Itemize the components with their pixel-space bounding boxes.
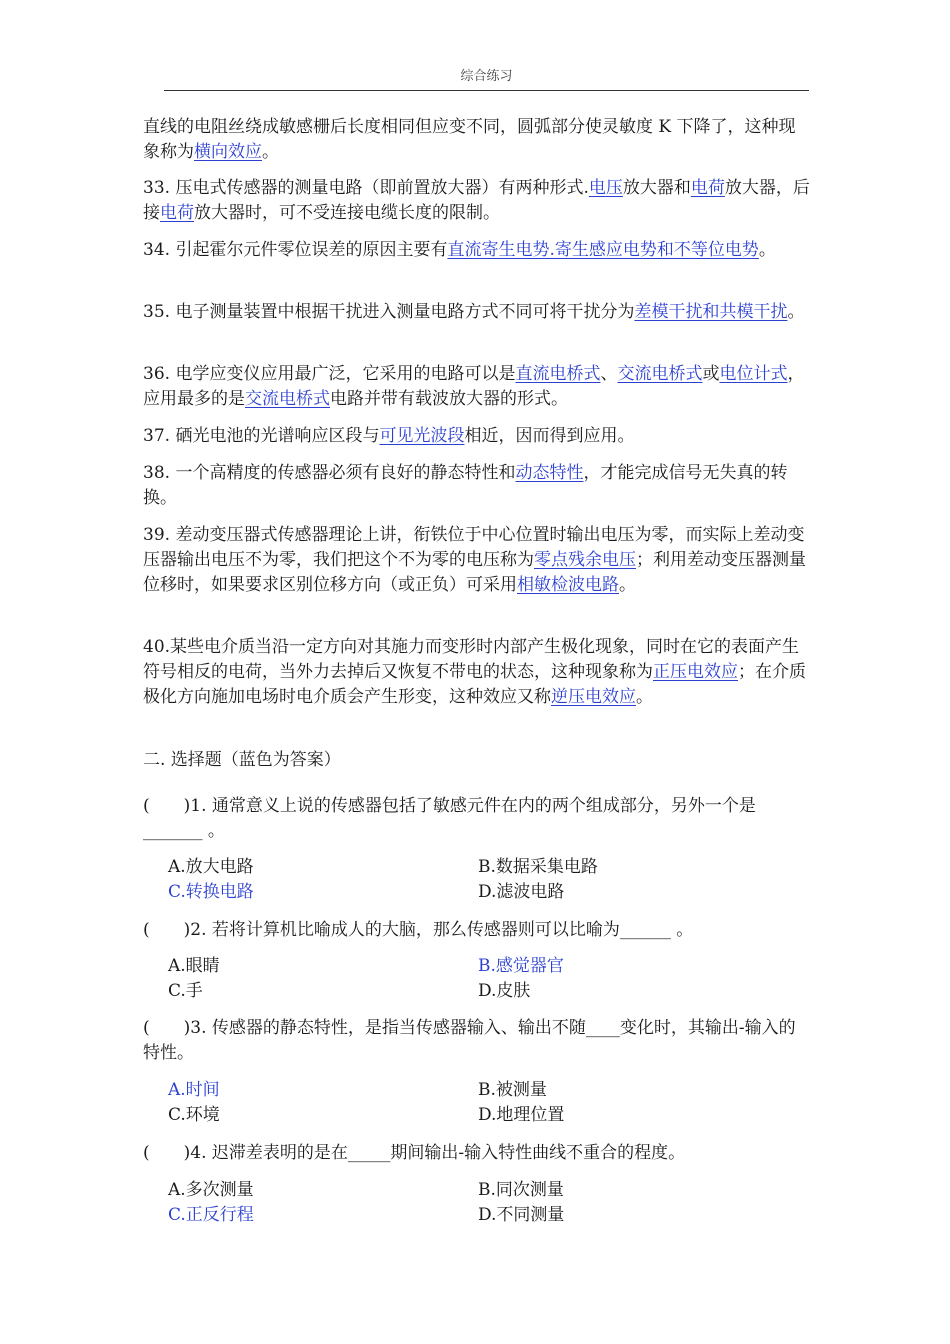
q2-option-b: B.感觉器官: [478, 956, 564, 976]
fill-item-36: [143, 362, 811, 412]
item-text: 。: [758, 240, 776, 260]
item-text: 电路并带有载波放大器的形式。: [330, 389, 568, 409]
item-text: 。: [636, 687, 653, 707]
q4-option-a: A.多次测量: [168, 1180, 254, 1200]
item-text: 38. 一个高精度的传感器必须有良好的静态特性和: [143, 463, 516, 483]
answer-text: 正压电效应: [653, 662, 738, 682]
item-text: ；在介质极化方向施加电场时电介质会产生形变，这种效应又称: [143, 662, 806, 707]
answer-text: 直流寄生电势.寄生感应电势和不等位电势: [447, 240, 759, 260]
item-text: ；利用差动变压器测量位移时，如果要求区别位移方向（或正负）可采用: [143, 550, 806, 595]
section-title: 二. 选择题（蓝色为答案）: [143, 750, 341, 770]
answer-text: 横向效应: [194, 142, 262, 162]
q3-option-a: A.时间: [168, 1080, 220, 1100]
answer-text: 相敏检波电路: [517, 575, 619, 595]
question-2-stem: ( )2. 若将计算机比喻成人的大脑，那么传感器则可以比喻为______ 。: [143, 920, 694, 940]
item-text: ，应用最多的是: [143, 364, 805, 409]
item-text: 放大器和: [622, 178, 691, 198]
q3-option-b: B.被测量: [478, 1080, 547, 1100]
item-text: 35. 电子测量装置中根据干扰进入测量电路方式不同可将干扰分为: [143, 302, 635, 322]
fill-item-40: [143, 635, 811, 710]
answer-text: 交流电桥式: [245, 389, 330, 409]
q2-option-c: C.手: [168, 981, 203, 1001]
fill-item-34: [143, 238, 811, 263]
q1-option-d: D.滤波电路: [478, 882, 565, 902]
item-text: 。: [619, 575, 636, 595]
answer-text: 可见光波段: [379, 426, 465, 446]
answer-text: 电荷: [690, 178, 725, 198]
item-text: 或: [702, 364, 720, 384]
answer-text: 交流电桥式: [617, 364, 703, 384]
q4-option-c: C.正反行程: [168, 1205, 254, 1225]
q3-option-c: C.环境: [168, 1105, 220, 1125]
question-4-stem: ( )4. 迟滞差表明的是在_____期间输出-输入特性曲线不重合的程度。: [143, 1143, 686, 1163]
answer-text: 逆压电效应: [551, 687, 636, 707]
item-text: 相近，因而得到应用。: [464, 426, 635, 446]
item-text: 34. 引起霍尔元件零位误差的原因主要有: [143, 240, 448, 260]
answer-text: 电压: [588, 178, 623, 198]
page-header: 综合练习: [164, 66, 809, 91]
item-text: 33. 压电式传感器的测量电路（即前置放大器）有两种形式.: [143, 178, 589, 198]
answer-text: 直流电桥式: [515, 364, 601, 384]
q2-option-a: A.眼睛: [168, 956, 220, 976]
item-text: 40.某些电介质当沿一定方向对其施力而变形时内部产生极化现象，同时在它的表面产生符号相反的电荷，当外力去掉后又恢复不带电的状态，这种现象称为: [143, 637, 800, 682]
q1-option-a: A.放大电路: [168, 857, 254, 877]
q2-option-d: D.皮肤: [478, 981, 531, 1001]
fill-item-33: [143, 176, 811, 226]
question-1-stem: ( )1. 通常意义上说的传感器包括了敏感元件在内的两个组成部分，另外一个是_______ 。: [143, 796, 756, 841]
item-text: 、: [600, 364, 618, 384]
q1-option-c: C.转换电路: [168, 882, 254, 902]
answer-text: 电荷: [160, 203, 194, 223]
fill-item-37: [143, 424, 811, 449]
item-text: 36. 电学应变仪应用最广泛，它采用的电路可以是: [143, 364, 516, 384]
q1-option-b: B.数据采集电路: [478, 857, 598, 877]
q4-option-d: D.不同测量: [478, 1205, 565, 1225]
answer-text: 差模干扰和共模干扰: [634, 302, 788, 322]
fill-item-39: [143, 523, 811, 598]
fill-item-32: [143, 115, 811, 165]
answer-text: 动态特性: [515, 463, 584, 483]
answer-text: 电位计式: [719, 364, 788, 384]
item-text: 39. 差动变压器式传感器理论上讲，衔铁位于中心位置时输出电压为零，而实际上差动变压器输出电压不为零，我们把这个不为零的电压称为: [143, 525, 805, 570]
item-text: 。: [262, 142, 279, 162]
fill-item-35: [143, 300, 811, 325]
item-text: ，才能完成信号无失真的转换。: [143, 463, 788, 508]
q4-option-b: B.同次测量: [478, 1180, 564, 1200]
item-text: 。: [787, 302, 805, 322]
answer-text: 零点残余电压: [534, 550, 636, 570]
fill-item-38: [143, 461, 811, 511]
item-text: 放大器，后接: [143, 178, 810, 223]
item-text: 放大器时，可不受连接电缆长度的限制。: [194, 203, 500, 223]
q3-option-d: D.地理位置: [478, 1105, 565, 1125]
item-text: 直线的电阻丝绕成敏感栅后长度相同但应变不同，圆弧部分使灵敏度 K 下降了，这种现象称为: [143, 117, 796, 162]
item-text: 37. 硒光电池的光谱响应区段与: [143, 426, 380, 446]
question-3-stem: ( )3. 传感器的静态特性，是指当传感器输入、输出不随____变化时，其输出-输入的特性。: [143, 1018, 796, 1063]
